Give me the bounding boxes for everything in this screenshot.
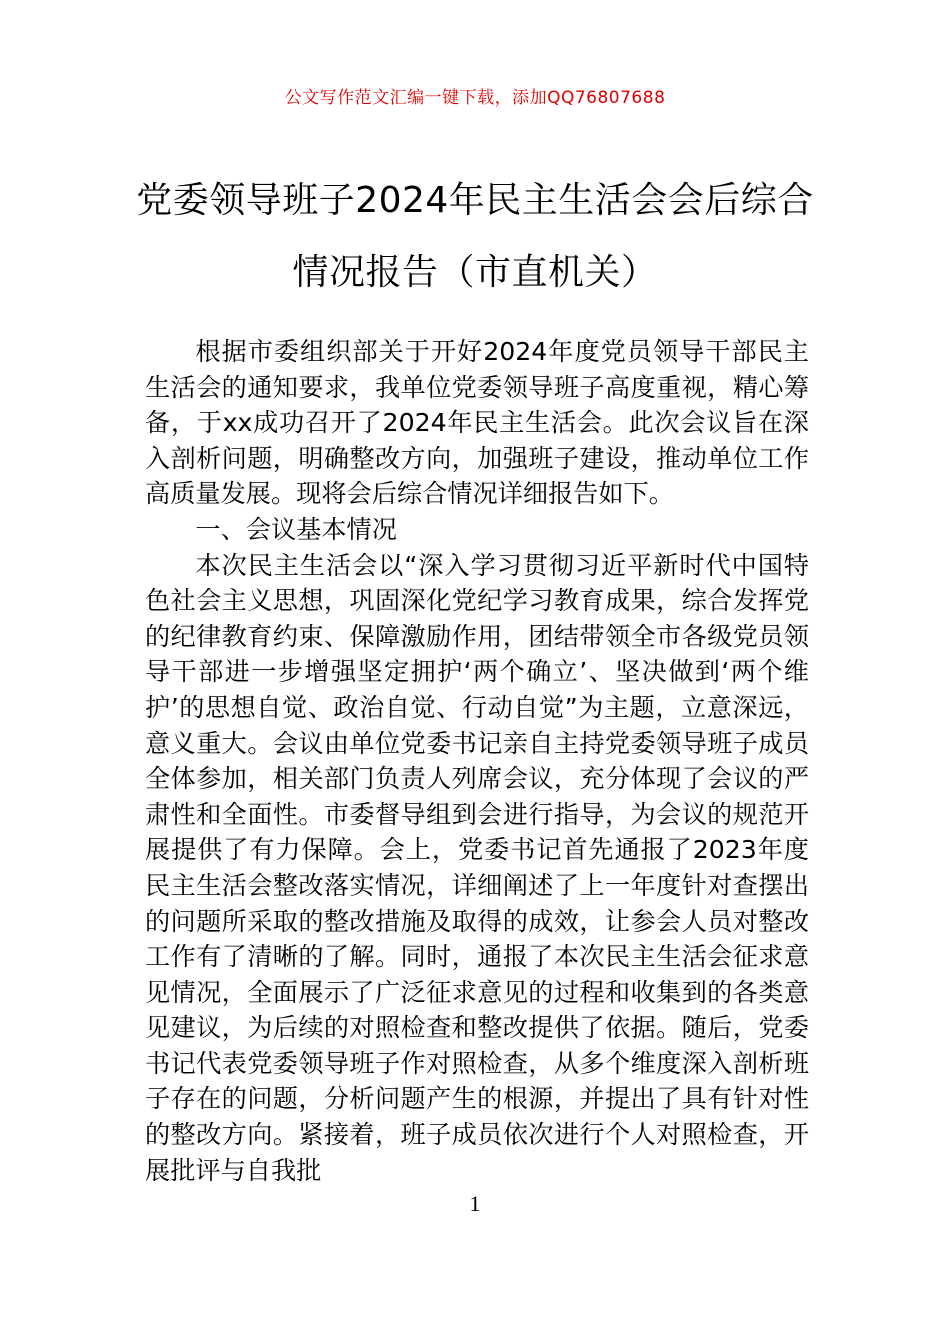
title-line-1: 党委领导班子2024年民主生活会会后综合 <box>136 180 814 221</box>
download-notice: 公文写作范文汇编一键下载，添加QQ76807688 <box>284 88 666 108</box>
page-number: 1 <box>469 1191 481 1216</box>
document-body <box>145 334 809 1188</box>
body-paragraph: 本次民主生活会以“深入学习贯彻习近平新时代中国特色社会主义思想，巩固深化党纪学习教育成果，综合发挥党的纪律教育约束、保障激励作用，团结带领全市各级党员领导干部进一步增强坚定拥护‘两个确立’、坚决做到‘两个维护’的思想自觉、政治自觉、行动自觉”为主题，立意深远，意义重大。会议由单位党委书记亲自主持党委领导班子成员全体参加，相关部门负责人列席会议，充分体现了会议的严肃性和全面性。市委督导组到会进行指导，为会议的规范开展提供了有力保障。会上，党委书记首先通报了2023年度民主生活会整改落实情况，详细阐述了上一年度针对查摆出的问题所采取的整改措施及取得的成效，让参会人员对整改工作有了清晰的了解。同时，通报了本次民主生活会征求意见情况，全面展示了广泛征求意见的过程和收集到的各类意见建议，为后续的对照检查和整改提供了依据。随后，党委书记代表党委领导班子作对照检查，从多个维度深入剖析班子存在的问题，分析问题产生的根源，并提出了具有针对性的整改方向。紧接着，班子成员依次进行个人对照检查，开展批评与自我批 <box>145 550 809 1185</box>
document-title <box>100 165 850 309</box>
intro-paragraph: 根据市委组织部关于开好2024年度党员领导干部民主生活会的通知要求，我单位党委领导班子高度重视，精心筹备，于xx成功召开了2024年民主生活会。此次会议旨在深入剖析问题，明确整改方向，加强班子建设，推动单位工作高质量发展。现将会后综合情况详细报告如下。 <box>145 337 809 509</box>
section-heading: 一、会议基本情况 <box>195 514 397 544</box>
title-line-2: 情况报告（市直机关） <box>292 252 658 293</box>
